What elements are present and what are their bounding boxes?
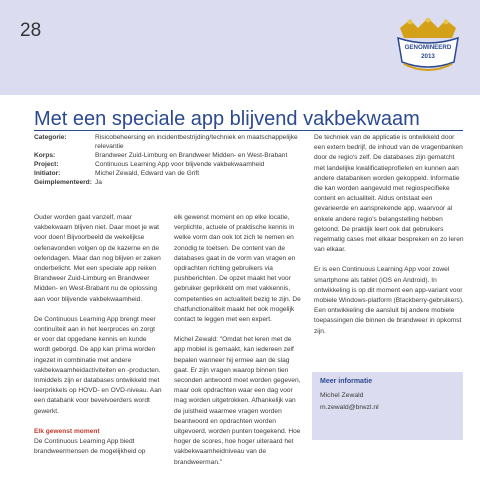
column-left: [34, 213, 162, 467]
badge-line1: GENOMINEERD: [404, 44, 452, 51]
contact-email-link[interactable]: m.zewald@brwzl.nl: [320, 404, 379, 411]
meta-value: Brandweer Zuid-Limburg en Brandweer Midden- en West-Brabant: [95, 152, 288, 159]
paragraph: De Continuous Learning App brengt meer continuïteit aan in het leerproces en zorgt er voor dat opgedane kennis en kunde wordt geborgd. De app kan prima worden ingezet in combinatie met andere vakbekwaamheidactiviteiten en -producten. Inmiddels zijn er databases ontwikkeld met leerprikkels op HOVD- en OVD-niveau. Aan een databank voor bevelvoerders wordt gewerkt.: [34, 315, 162, 415]
meta-row-initiator: [34, 169, 304, 178]
info-box: [312, 372, 463, 440]
badge-line2: 2013: [421, 53, 435, 60]
paragraph: elk gewenst moment en op elke locatie, verplichte, actuele of praktische kennis in welke vorm dan ook tot zich te nemen en zonodig te toetsen. De content van de databases gaat in de vorm van vragen en opdrachten richting gebruikers via pushberichten. De opzet maakt het voor gebruiker geprikkeld om met vakkennis, competenties en actualiteit bezig te zijn. De chatfunctionaliteit maakt het ook mogelijk contact te leggen met een expert.: [174, 214, 301, 324]
article-title: Met een speciale app blijvend vakbekwaam: [34, 108, 420, 130]
meta-row-category: [34, 133, 304, 151]
meta-value: Continuous Learning App voor blijvende vakbekwaamheid: [95, 161, 265, 168]
page-number: 28: [20, 20, 42, 41]
meta-key: Korps:: [34, 152, 56, 159]
meta-key: Project:: [34, 161, 59, 168]
meta-key: Initiator:: [34, 170, 61, 177]
column-middle: [174, 213, 304, 478]
info-title: Meer informatie: [320, 378, 373, 385]
contact-name: Michel Zewald: [320, 392, 364, 399]
paragraph: De Continuous Learning App biedt brandweermensen de mogelijkheid op: [34, 438, 146, 456]
nominated-badge-icon: [394, 18, 462, 82]
paragraph: Er is een Continuous Learning App voor zowel smartphone als tablet (iOS en Android). In ontwikkeling is op dit moment een app-variant voor mobiele Windows-platform (Blackberry-gebruikers). Een ontwikkeling die aansluit bij andere mobiele toepassingen die binnen de brandweer in opkomst zijn.: [314, 266, 464, 335]
meta-row-corps: [34, 151, 304, 160]
meta-row-project: [34, 160, 304, 169]
meta-key: Categorie:: [34, 134, 67, 141]
paragraph: Ouder worden gaat vanzelf, maar vakbekwaam blijven niet. Daar moet je wat voor doen! Bijvoorbeeld de wekelijkse oefenavonden volgen op de kazerne en de oefendagen. Maar dan nog blijven er zaken onderbelicht. Met een speciale app reiken Brandweer Zuid-Limburg en Brandweer Midden- en West-Brabant nu de oplossing aan voor blijvende vakbekwaamheid.: [34, 214, 161, 303]
meta-row-implemented: [34, 178, 304, 187]
section-subheading: Elk gewenst moment: [34, 427, 100, 435]
meta-key: Geimplementeerd:: [34, 179, 92, 186]
meta-value: Risicobeheersing en incidentbestrijding/techniek en maatschappelijke relevantie: [95, 134, 298, 150]
title-rule: [34, 130, 463, 131]
paragraph: Michel Zewald: "Omdat het leren met de app mobiel is gemaakt, kan iedereen zelf bepalen wanneer hij ermee aan de slag gaat. Er zijn vragen waarop binnen tien seconden antwoord moet worden gegeven, maar ook opdrachten waar een dag voor mag worden uitgetrokken. Afhankelijk van de juistheid waarmee vragen worden beantwoord en opdrachten worden uitgevoerd, worden punten toegekend. Hoe hoger de scores, hoe hoger uiteraard het vakbekwaamheidniveau van de brandweerman.": [174, 336, 301, 466]
meta-value: Michel Zewald, Edward van de Grift: [95, 170, 200, 177]
paragraph: De techniek van de applicatie is ontwikkeld door een extern bedrijf, de inhoud van de vragenbanken door de regio's zelf. De databases zijn gematcht met landelijke kwalificatieprofielen en kunnen aan andere databanken worden gekoppeld. Informatie die kan worden aangevuld met regiospecifieke content en actualiteit. Aldus ontstaat een gevarieerde en aansprekende app, waarvoor al enkele andere regio's belangstelling hebben getoond. De praktijk leert ook dat gebruikers regelmatig cases met elkaar bespreken en zo leren van elkaar.: [314, 134, 464, 254]
meta-value: Ja: [95, 179, 102, 186]
column-right: [314, 133, 464, 347]
project-meta: [34, 133, 304, 187]
